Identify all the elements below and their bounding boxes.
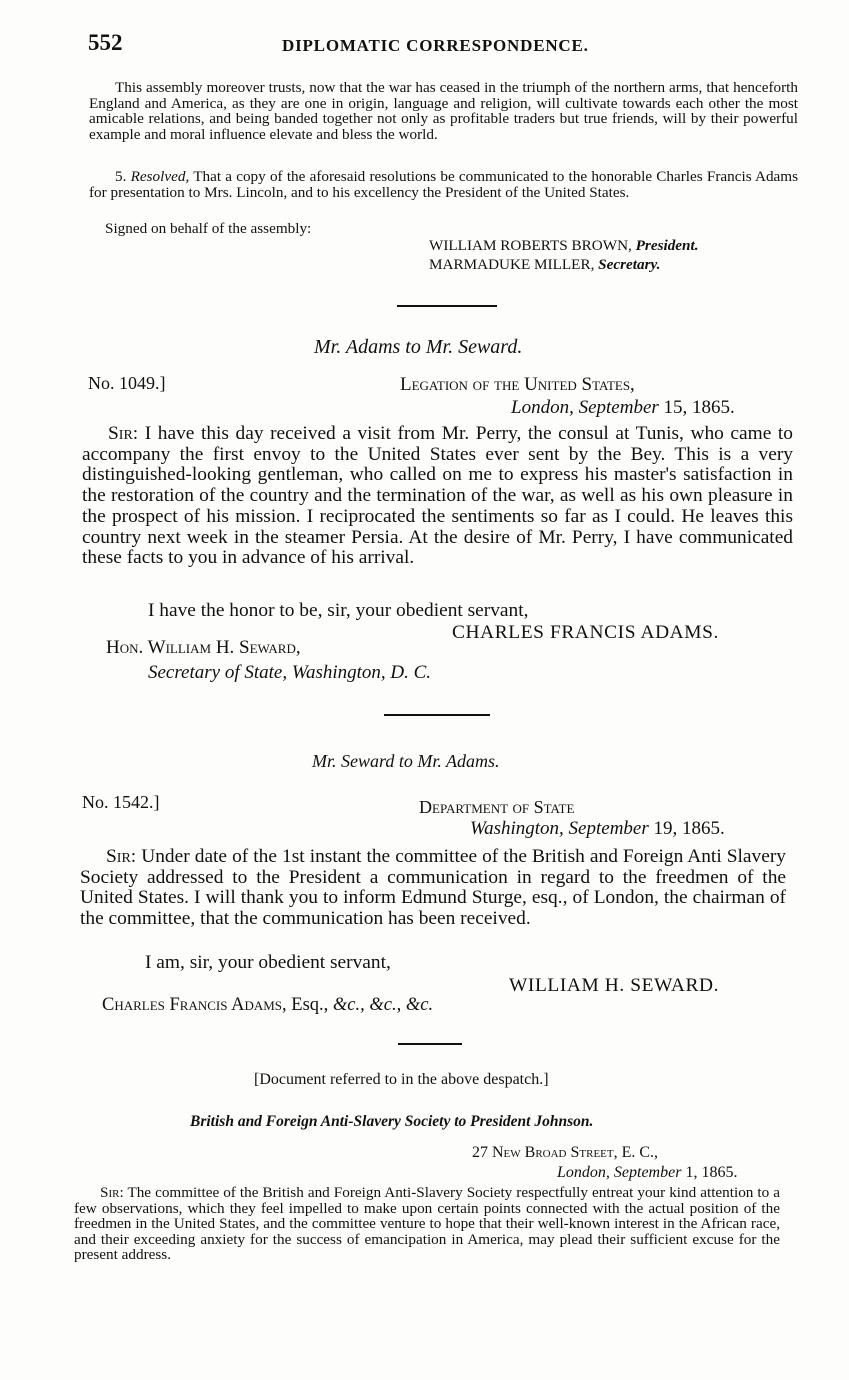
- enclosure-place: London,: [557, 1164, 610, 1181]
- letter1-salutation: Sir:: [108, 423, 139, 444]
- enclosure-address: 27 New Broad Street, E. C.,: [472, 1144, 659, 1161]
- secretary-title: Secretary.: [598, 256, 661, 273]
- letter1-date: 15, 1865.: [663, 397, 735, 418]
- running-title: DIPLOMATIC CORRESPONDENCE.: [282, 36, 589, 55]
- enclosure-month: September: [613, 1164, 682, 1181]
- letter2-origin: Department of State: [419, 797, 575, 817]
- letter2-body-text: Under date of the 1st instant the committee of the British and Foreign Anti Slavery Society addressed to the President a communication in regard to the freedmen of the United States. I will thank you to inform Edmund Sturge, esq., of London, the chairman of the committee, that the communication has been received.: [80, 846, 786, 930]
- section-divider-2: [384, 714, 490, 716]
- letter2-addressee-line: [102, 995, 433, 1016]
- page-number: 552: [88, 30, 123, 55]
- enclosure-date: 1, 1865.: [685, 1164, 738, 1181]
- section-divider-3: [398, 1043, 462, 1045]
- letter1-body: [82, 424, 793, 569]
- letter2-addressee: Charles Francis Adams,: [102, 995, 287, 1015]
- letter2-closing: I am, sir, your obedient servant,: [145, 952, 391, 973]
- letter1-body-text: I have this day received a visit from Mr. Perry, the consul at Tunis, who came to accompany the first envoy to the United States ever sent by the Bey. This is a very distinguished-looking gentleman, who called on me to express his master's satisfaction in the restoration of the country and the termination of the war, as well as his own pleasure in the prospect of his mission. I reciprocated the sentiments so far as I could. He leaves this country next week in the steamer Persia. At the desire of Mr. Perry, I have communicated these facts to you in advance of his arrival.: [82, 423, 793, 569]
- letter2-number: No. 1542.]: [82, 792, 160, 812]
- enclosure-dateline: [557, 1164, 737, 1182]
- enclosure-note: [Document referred to in the above despatch.]: [254, 1071, 549, 1088]
- letter1-heading: Mr. Adams to Mr. Seward.: [314, 336, 523, 358]
- section-divider-1: [397, 305, 497, 307]
- letter1-origin: Legation of the United States,: [400, 374, 635, 395]
- enclosure-salutation: Sir:: [100, 1184, 124, 1201]
- enclosure-body: [74, 1185, 780, 1263]
- enclosure-heading: British and Foreign Anti-Slavery Society to President Johnson.: [190, 1113, 594, 1130]
- letter2-place: Washington,: [470, 818, 564, 839]
- resolved-word: Resolved,: [130, 168, 190, 185]
- signature-president: [429, 238, 699, 254]
- president-name: WILLIAM ROBERTS BROWN,: [429, 237, 632, 254]
- letter2-body: [80, 847, 786, 930]
- president-title: President.: [635, 237, 699, 254]
- secretary-name: MARMADUKE MILLER,: [429, 256, 595, 273]
- letter1-closing: I have the honor to be, sir, your obedient servant,: [148, 600, 529, 621]
- letter1-signature: CHARLES FRANCIS ADAMS.: [452, 622, 719, 643]
- letter2-addressee-etc: &c., &c., &c.: [332, 995, 434, 1015]
- letter2-salutation: Sir:: [106, 846, 137, 867]
- letter1-number: No. 1049.]: [88, 373, 166, 393]
- signature-secretary: [429, 257, 660, 273]
- resolution-number: 5.: [115, 168, 127, 185]
- letter2-addressee-suffix: Esq.,: [291, 995, 329, 1015]
- letter1-place: London,: [511, 397, 574, 418]
- letter2-date: 19, 1865.: [653, 818, 725, 839]
- letter1-addressee-title: Secretary of State, Washington, D. C.: [148, 662, 432, 683]
- letter2-heading: Mr. Seward to Mr. Adams.: [312, 751, 500, 771]
- letter1-month: September: [578, 397, 659, 418]
- enclosure-body-text: The committee of the British and Foreign Anti-Slavery Society respectfully entreat your kind attention to a few observations, which they feel impelled to make upon certain points connected with the actual position of the freedmen in the United States, and the committee venture to hope that their well-known interest in the African race, and their exceeding anxiety for the success of emancipation in America, may plead their sufficient excuse for the present address.: [74, 1184, 780, 1264]
- resolution-paragraph: [89, 169, 798, 200]
- resolution-text: That a copy of the aforesaid resolutions be communicated to the honorable Charles Francis Adams for presentation to Mrs. Lincoln, and to his excellency the President of the United States.: [89, 168, 799, 201]
- letter2-signature: WILLIAM H. SEWARD.: [509, 975, 720, 996]
- letter1-dateline: [511, 397, 735, 419]
- signed-line: Signed on behalf of the assembly:: [105, 220, 312, 237]
- assembly-paragraph: This assembly moreover trusts, now that the war has ceased in the triumph of the northern arms, that henceforth England and America, as they are one in origin, language and religion, will cultivate towards each other the most amicable relations, and being banded together not only as profitable traders but true friends, will by their powerful example and moral influence elevate and bless the world.: [89, 79, 798, 143]
- letter2-month: September: [568, 818, 649, 839]
- letter1-addressee: Hon. William H. Seward,: [106, 637, 301, 658]
- letter2-dateline: [470, 818, 725, 840]
